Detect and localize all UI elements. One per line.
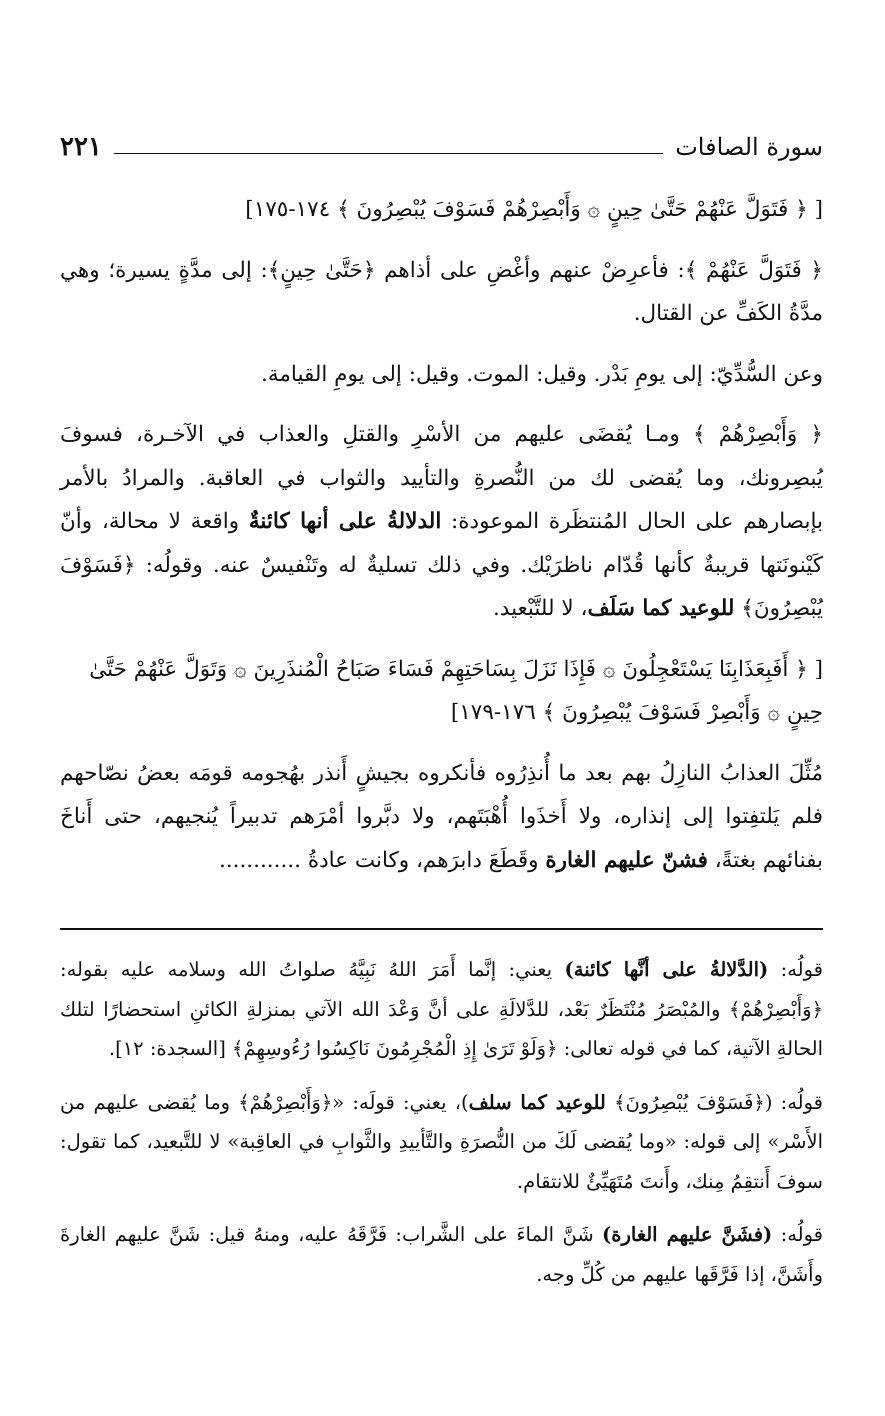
footnotes [60,950,823,1308]
paragraph-text: ﴿ فَتَوَلَّ عَنْهُمْ ﴾: فأعرِضْ عنهم وأغْضِ على أذاهم ﴿حَتَّىٰ حِينٍ﴾: إلى مدَّةٍ يسيرة؛ وهي مدَّةُ الكَفِّ عن القتال. [60,257,823,326]
footnote-3 [60,1215,823,1294]
verse-reference-174-175: [ ﴿ فَتَوَلَّ عَنْهُمْ حَتَّىٰ حِينٍ ۞ وَأَبْصِرْهُمْ فَسَوْفَ يُبْصِرُونَ ﴾ ١٧٤-١٧٥] [245,197,823,222]
paragraph-text: ، لا للتَّبْعيد. [492,596,588,621]
footnote-1 [60,950,823,1069]
footnote-2 [60,1083,823,1202]
bold-phrase: فشنّ عليهم الغارة [545,847,708,873]
bold-phrase: (الدَّلالةُ على أنَّها كائنة) [564,958,769,981]
commentary-paragraph-3 [60,413,823,631]
footnote-text: قولُه: [772,1223,824,1246]
header-rule [114,153,663,154]
paragraph-text: مُثِّلَ العذابُ النازِلُ بهم بعد ما أُنذِرُوه فأنكروه بجيشٍ أَنذر بهُجومه قومَه بعضُ نصّاحهم فلم يَلتفِتوا إلى إنذاره، ولا أَخذَوا أُهْبَتَهم، ولا دبَّروا أمْرَهم تدبيراً يُنجيهم، حتى أَناخَ بفنائهم بغتةً، [60,760,823,873]
commentary-paragraph-4 [60,752,823,883]
paragraph-text: ﴿ وَأَبْصِرْهُمْ ﴾ ومـا يُقضَى عليهم من الأسْرِ والقتلِ والعذاب في الآخـرة، فسوفَ يُبصِرونك، وما يُقضى لك من النُّصرةِ والتأييد والثواب في العاقبة. والمرادُ بالأمر بإبصارهم على الحال المُنتظَرة الموعودة: [60,422,823,534]
bold-phrase: الدلالةُ على أنها كائنةٌ [248,509,442,534]
bold-phrase: للوعيد كما سَلَف [587,596,735,621]
main-text [60,188,823,882]
footnote-text: يعني: إنَّما أَمَرَ اللهُ نَبِيَّهُ صلواتُ الله وسلامه عليه بقوله: ﴿وَأَبْصِرْهُمْ﴾ والمُبْصَرُ مُنْتَظَرٌ بَعْد، للدَّلالَةِ على أنَّ وَعْدَ الله الآتي بمنزلةِ الكائنِ استحضارًا لتلك الحالةِ الآتية، كما في قوله تعالى: ﴿وَلَوْ تَرَىٰ إِذِ الْمُجْرِمُونَ نَاكِسُوا رُءُوسِهِمْ﴾ [السجدة: ١٢]. [60,958,823,1060]
verse-reference-176-179: [ ﴿ أَفَبِعَذَابِنَا يَسْتَعْجِلُونَ ۞ فَإِذَا نَزَلَ بِسَاحَتِهِمْ فَسَاءَ صَبَاحُ الْمُنذَرِينَ ۞ وَتَوَلَّ عَنْهُمْ حَتَّىٰ حِينٍ ۞ وَأَبْصِرْ فَسَوْفَ يُبْصِرُونَ ﴾ ١٧٦-١٧٩] [89,656,823,725]
footnote-text: شَنَّ الماءَ على الشَّراب: فَرَّقَهُ عليه، ومنهُ قيل: شَنَّ عليهم الغارةَ وأَشَنَّ، إذا فَرَّقَها عليهم من كُلِّ وجه. [60,1223,823,1286]
bold-phrase: (فشَنَّ عليهم الغارة) [602,1223,773,1246]
paragraph-text: واقعة لا محالة، وأنّ كَيْنونَتها قريبةٌ كأنها قُدّام ناظرَيْك. وفي ذلك تسليةٌ له وتَنْفيسٌ عنه. وقولُه: ﴿فَسَوْفَ يُبْصِرُونَ﴾ [60,509,823,621]
page-header [60,128,823,166]
surah-title: سورة الصافات [675,133,823,161]
footnote-text: قولُه: [768,958,823,981]
paragraph-text: وقَطَعَ دابرَهم، وكانت عادةُ ............ [218,847,546,873]
footnote-divider [60,928,823,930]
commentary-paragraph-2 [60,353,823,397]
commentary-paragraph-1 [60,249,823,336]
footnote-text: )، يعني: قولَه: «﴿وَأَبْصِرْهُمْ﴾ وما يُقضى عليهم من الأَسْر» إلى قوله: «وما يُقضى لَكَ من النُّصرَةِ والتَّأييدِ والثَّوابِ في العاقِبة» لا للتَّبعيد، كما تقول: سوفَ أَنتقِمُ مِنك، وأَنتَ مُتَهَيِّئٌ للانتقام. [60,1090,823,1193]
bold-phrase: للوعيد كما سلف [468,1090,606,1114]
page-number: ٢٢١ [60,132,102,162]
footnote-text: قولُه: (﴿فَسَوْفَ يُبْصِرُونَ﴾ [605,1090,824,1114]
paragraph-text: وعن السُّدِّيّ: إلى يومِ بَدْر. وقيل: الموت. وقيل: إلى يومِ القيامة. [261,361,823,387]
